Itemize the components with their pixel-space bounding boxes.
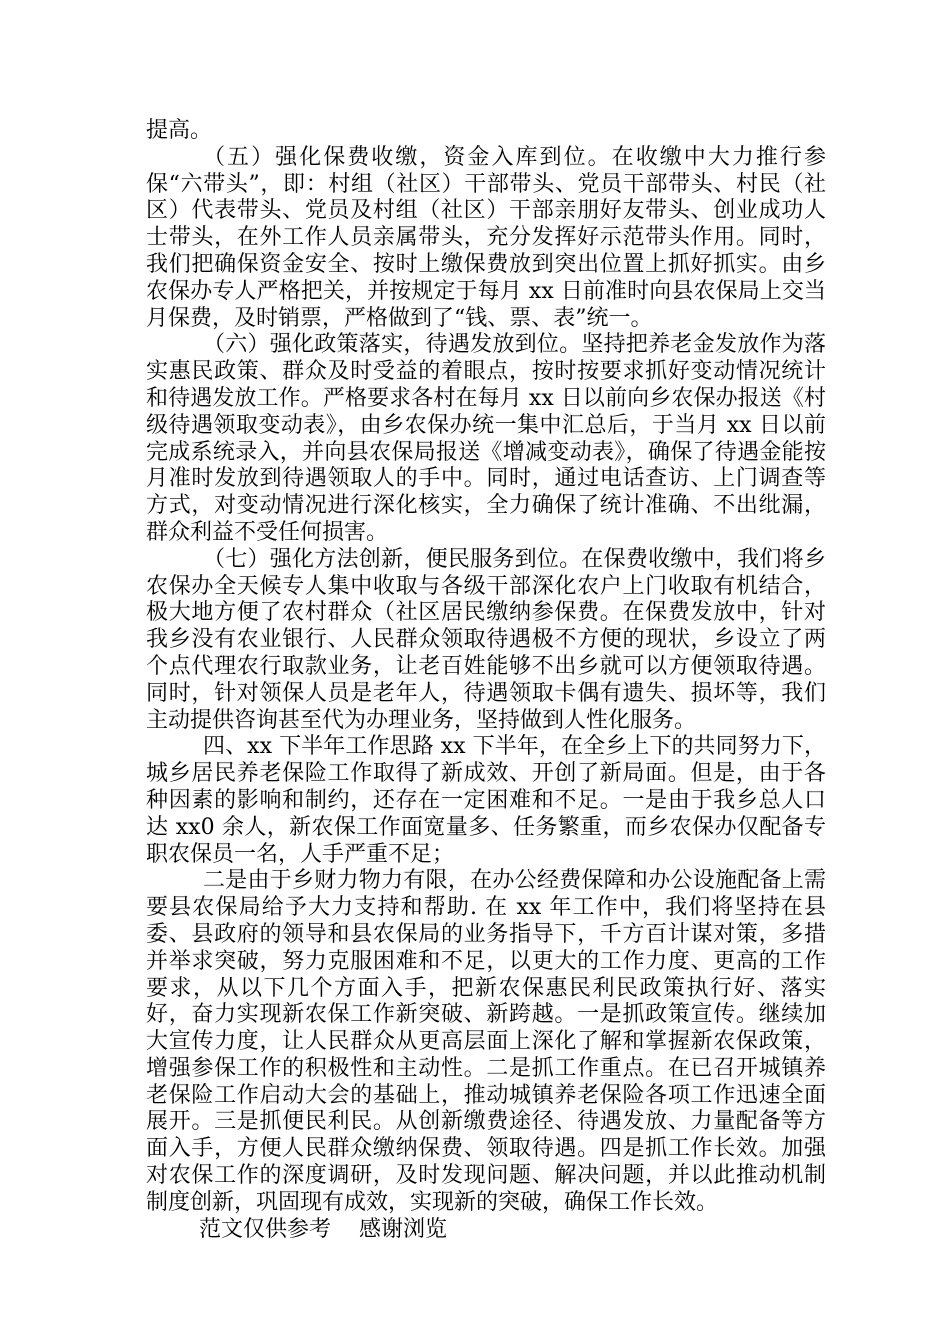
paragraph-section-5: （五）强化保费收缴，资金入库到位。在收缴中大力推行参保“六带头”，即：村组（社区）干部带头、党员干部带头、村民（社区）代表带头、党员及村组（社区）干部亲朋好友带头、创业成功人士带头，在外工作人员亲属带头，充分发挥好示范带头作用。同时，我们把确保资金安全、按时上缴保费放到突出位置上抓好抓实。由乡农保办专人严格把关，并按规定于每月 xx 日前准时向县农保局上交当月保费，及时销票，严格做到了“钱、票、表”统一。 [146,144,826,331]
document-body [146,118,826,1243]
paragraph-continuation: 提高。 [146,118,213,143]
paragraph-part-4: 四、xx 下半年工作思路 xx 下半年，在全乡上下的共同努力下，城乡居民养老保险工作取得了新成效、开创了新局面。但是，由于各种因素的影响和制约，还存在一定困难和不足。一是由于我乡总人口达 xx0 余人，新农保工作面宽量多、任务繁重，而乡农保办仅配备专职农保员一名，人手严重不足； [146,734,826,867]
paragraph-section-6: （六）强化政策落实，待遇发放到位。坚持把养老金发放作为落实惠民政策、群众及时受益的着眼点，按时按要求抓好变动情况统计和待遇发放工作。严格要求各村在每月 xx 日以前向乡农保办报送《村级待遇领取变动表》，由乡农保办统一集中汇总后，于当月 xx 日以前完成系统录入，并向县农保局报送《增减变动表》，确保了待遇金能按月准时发放到待遇领取人的手中。同时，通过电话查访、上门调查等方式，对变动情况进行深化核实，全力确保了统计准确、不出纰漏，群众利益不受任何损害。 [146,332,826,545]
paragraph-section-7: （七）强化方法创新，便民服务到位。在保费收缴中，我们将乡农保办全天候专人集中收取与各级干部深化农户上门收取有机结合，极大地方便了农村群众（社区居民缴纳参保费。在保费发放中，针对我乡没有农业银行、人民群众领取待遇极不方便的现状，乡设立了两个点代理农行取款业务，让老百姓能够不出乡就可以方便领取待遇。同时，针对领保人员是老年人，待遇领取卡偶有遗失、损坏等，我们主动提供咨询甚至代为办理业务，坚持做到人性化服务。 [146,546,826,733]
closing-note: 范文仅供参考 感谢浏览 [199,1216,447,1242]
paragraph-part-4-continued: 二是由于乡财力物力有限，在办公经费保障和办公设施配备上需要县农保局给予大力支持和帮助. 在 xx 年工作中，我们将坚持在县委、县政府的领导和县农保局的业务指导下，千方百计谋对策，多措并举求突破，努力克服困难和不足，以更大的工作力度、更高的工作要求，从以下几个方面入手，把新农保惠民利民政策执行好、落实好，奋力实现新农保工作新突破、新跨越。一是抓政策宣传。继续加大宣传力度，让人民群众从更高层面上深化了解和掌握新农保政策，增强参保工作的积极性和主动性。二是抓工作重点。在已召开城镇养老保险工作启动大会的基础上，推动城镇养老保险各项工作迅速全面展开。三是抓便民利民。从创新缴费途径、待遇发放、力量配备等方面入手，方便人民群众缴纳保费、领取待遇。四是抓工作长效。加强对农保工作的深度调研，及时发现问题、解决问题，并以此推动机制制度创新，巩固现有成效，实现新的突破，确保工作长效。 [146,868,826,1215]
